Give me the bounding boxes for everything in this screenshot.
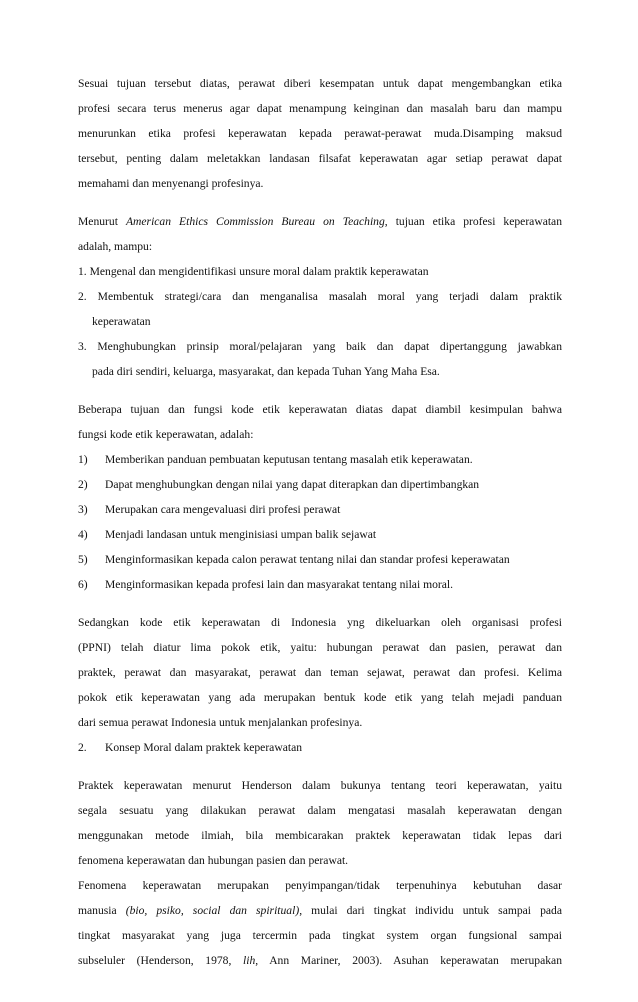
list-item-continuation: keperawatan <box>92 315 151 328</box>
paragraph-1-line: Sesuai tujuan tersebut diatas, perawat diberi kesempatan untuk dapat mengembangkan etika <box>78 77 562 90</box>
list-number: 5) <box>78 553 88 566</box>
paragraph-6-line: Fenomena keperawatan merupakan penyimpangan/tidak terpenuhinya kebutuhan dasar <box>78 879 562 892</box>
list-item: Dapat menghubungkan dengan nilai yang dapat diterapkan dan dipertimbangkan <box>105 478 480 491</box>
section-heading: Konsep Moral dalam praktek keperawatan <box>105 741 303 754</box>
paragraph-4-line: (PPNI) telah diatur lima pokok etik, yaitu: hubungan perawat dan pasien, perawat dan <box>78 641 562 654</box>
paragraph-6-line <box>78 954 562 968</box>
paragraph-5-line: Praktek keperawatan menurut Henderson dalam bukunya tentang teori keperawatan, yaitu <box>78 779 562 792</box>
list-item: 2. Membentuk strategi/cara dan menganalisa masalah moral yang terjadi dalam praktik <box>78 290 562 303</box>
paragraph-1-line: profesi secara terus menerus agar dapat menampung keinginan dan masalah baru dan mampu <box>78 102 562 115</box>
paragraph-4-line: Sedangkan kode etik keperawatan di Indonesia yng dikeluarkan oleh organisasi profesi <box>78 616 562 629</box>
paragraph-2-line: adalah, mampu: <box>78 240 153 253</box>
list-item: Menginformasikan kepada profesi lain dan masyarakat tentang nilai moral. <box>105 578 454 591</box>
paragraph-4-line: dari semua perawat Indonesia untuk menjalankan profesinya. <box>78 716 363 729</box>
body-text: subseluler (Henderson, 1978, <box>78 954 244 967</box>
paragraph-6-line <box>78 904 562 918</box>
list-item: Merupakan cara mengevaluasi diri profesi perawat <box>105 503 341 516</box>
paragraph-3-line: fungsi kode etik keperawatan, adalah: <box>78 428 254 441</box>
body-text: , mulai dari tingkat individu untuk sampai pada <box>299 904 562 917</box>
intro-text: Menurut <box>78 215 126 228</box>
body-text: manusia <box>78 904 126 917</box>
body-emphasis: lih <box>243 954 256 967</box>
paragraph-3-line: Beberapa tujuan dan fungsi kode etik keperawatan diatas dapat diambil kesimpulan bahwa <box>78 403 562 416</box>
list-item-continuation: pada diri sendiri, keluarga, masyarakat, dan kepada Tuhan Yang Maha Esa. <box>92 365 440 378</box>
list-item: Menjadi landasan untuk menginisiasi umpan balik sejawat <box>105 528 377 541</box>
list-item: Memberikan panduan pembuatan keputusan tentang masalah etik keperawatan. <box>105 453 473 466</box>
paragraph-4-line: praktek, perawat dan masyarakat, perawat dan teman sejawat, perawat dan profesi. Kelima <box>78 666 562 679</box>
list-number: 2) <box>78 478 88 491</box>
paragraph-1-line: menurunkan etika profesi keperawatan kepada perawat-perawat muda.Disamping maksud <box>78 127 562 140</box>
section-number: 2. <box>78 741 87 754</box>
paragraph-5-line: segala sesuatu yang dilakukan perawat dalam mengatasi masalah keperawatan dengan <box>78 804 562 817</box>
list-item: Menginformasikan kepada calon perawat tentang nilai dan standar profesi keperawatan <box>105 553 510 566</box>
paragraph-2-intro <box>78 215 562 229</box>
list-number: 4) <box>78 528 88 541</box>
body-emphasis: (bio, psiko, social dan spiritual) <box>125 904 300 917</box>
body-text: , Ann Mariner, 2003). Asuhan keperawatan merupakan <box>255 954 562 967</box>
paragraph-5-line: fenomena keperawatan dan hubungan pasien dan perawat. <box>78 854 349 867</box>
list-number: 1) <box>78 453 88 466</box>
list-number: 6) <box>78 578 88 591</box>
list-number: 3) <box>78 503 88 516</box>
paragraph-4-line: pokok etik keperawatan yang ada merupakan bentuk kode etik yang telah mejadi panduan <box>78 691 562 704</box>
list-item: 1. Mengenal dan mengidentifikasi unsure moral dalam praktik keperawatan <box>78 265 429 278</box>
intro-text: , tujuan etika profesi keperawatan <box>384 215 563 228</box>
paragraph-6-line: tingkat masyarakat yang juga tercermin pada tingkat system organ fungsional sampai <box>78 929 562 942</box>
paragraph-1-line: memahami dan menyenangi profesinya. <box>78 177 264 190</box>
intro-emphasis: American Ethics Commission Bureau on Teaching <box>125 215 385 228</box>
list-item: 3. Menghubungkan prinsip moral/pelajaran yang baik dan dapat dipertanggung jawabkan <box>78 340 562 353</box>
paragraph-5-line: menggunakan metode ilmiah, bila membicarakan praktek keperawatan tidak lepas dari <box>78 829 562 842</box>
paragraph-1-line: tersebut, penting dalam meletakkan landasan filsafat keperawatan agar setiap perawat dapat <box>78 152 562 165</box>
